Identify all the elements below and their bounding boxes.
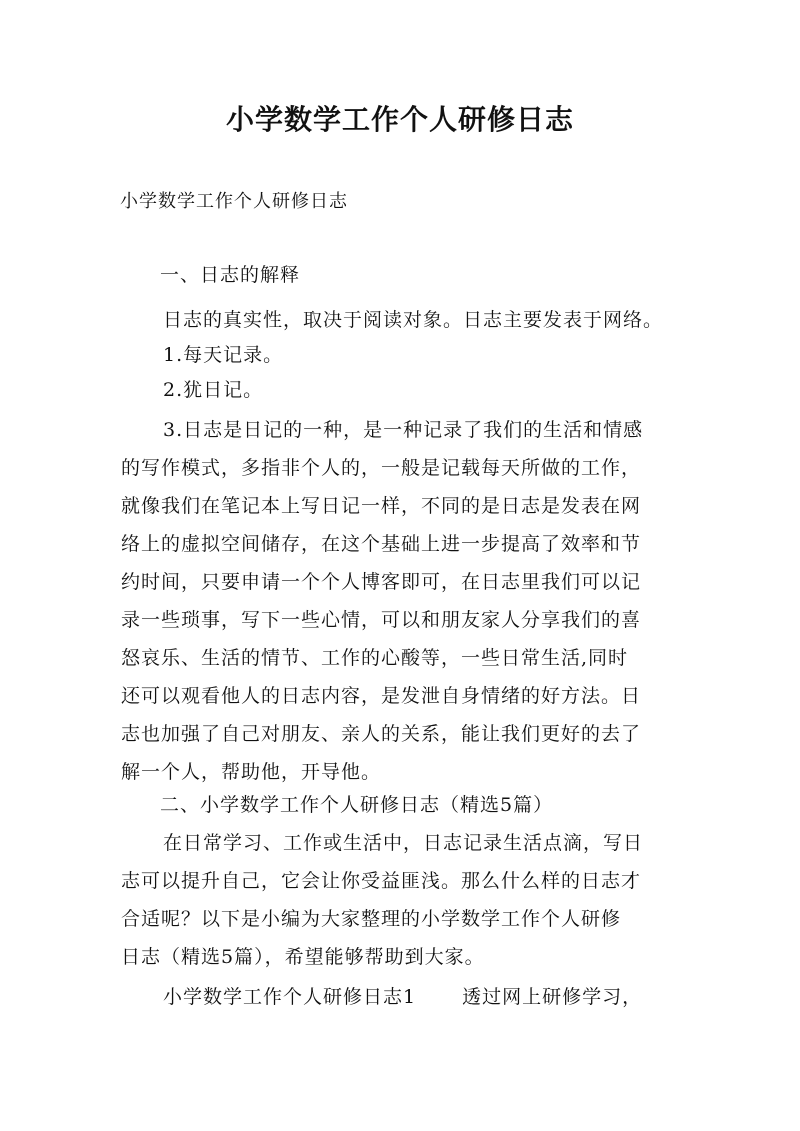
entry-1-text: 透过网上研修学习， [462,986,643,1008]
entry-1-line [163,982,642,1012]
list-item-1: 1.每天记录。 [163,344,284,366]
list-item-3-line-6: 录一些琐事，写下一些心情，可以和朋友家人分享我们的喜 [121,609,642,631]
section-2-paragraph-line-4: 日志（精选5篇），希望能够帮助到大家。 [121,946,485,968]
section-2-paragraph-line-2: 志可以提升自己，它会让你受益匪浅。那么什么样的日志才 [121,870,642,892]
section-2-paragraph-line-1: 在日常学习、工作或生活中，日志记录生活点滴，写日 [163,832,644,854]
list-item-3-line-7: 怒哀乐、生活的情节、工作的心酸等，一些日常生活,同时 [121,647,629,669]
section-2-paragraph-line-3: 合适呢？以下是小编为大家整理的小学数学工作个人研修 [121,908,622,930]
section-2-heading: 二、小学数学工作个人研修日志（精选5篇） [160,794,554,816]
list-item-3-line-2: 的写作模式，多指非个人的，一般是记载每天所做的工作， [121,457,642,479]
section-1-heading: 一、日志的解释 [160,264,301,286]
list-item-3-line-8: 还可以观看他人的日志内容，是发泄自身情绪的好方法。日 [121,685,642,707]
list-item-3-line-10: 解一个人，帮助他，开导他。 [121,761,382,783]
document-subtitle: 小学数学工作个人研修日志 [120,191,348,212]
list-item-3-line-1: 3.日志是日记的一种，是一种记录了我们的生活和情感 [163,419,644,441]
page-title: 小学数学工作个人研修日志 [225,103,574,136]
list-item-3-line-5: 约时间，只要申请一个个人博客即可，在日志里我们可以记 [121,571,642,593]
entry-1-label: 小学数学工作个人研修日志1 [163,986,417,1008]
list-item-3-line-3: 就像我们在笔记本上写日记一样，不同的是日志是发表在网 [121,495,642,517]
section-1-intro: 日志的真实性，取决于阅读对象。日志主要发表于网络。 [163,309,664,331]
list-item-2: 2.犹日记。 [163,379,264,401]
list-item-3-line-4: 络上的虚拟空间储存，在这个基础上进一步提高了效率和节 [121,533,642,555]
list-item-3-line-9: 志也加强了自己对朋友、亲人的关系，能让我们更好的去了 [121,723,642,745]
